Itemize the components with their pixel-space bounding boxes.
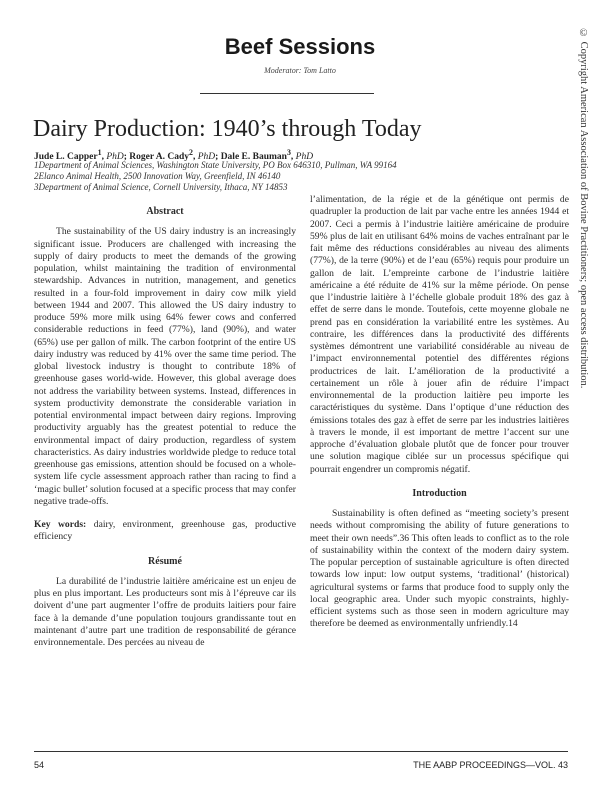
affiliation: 3Department of Animal Science, Cornell University, Ithaca, NY 14853 bbox=[34, 182, 288, 192]
author-list: Jude L. Capper$^1$, PhD; Roger A. Cady$^2$, PhD; Dale E. Bauman$^3$, PhD bbox=[34, 148, 314, 163]
paper-title: Dairy Production: 1940’s through Today bbox=[33, 116, 422, 142]
resume-heading: Résumé bbox=[148, 555, 182, 567]
resume-text-continued: l’alimentation, de la régie et de la génétique ont permis de quadrupler la production de lait par vache entre les années 1944 et 2007. Ceci a permis à l’industrie laitière américaine de produire 59% plus de lait en utilisant 64% moins de vaches entraînant par le fait même des réductions considérables au niveau des aliments (77%), de la terre (90%) et de l’eau (65%) requis pour produire un gallon de lait. L’empreinte carbone de l’industrie laitière américaine a été réduite de 41% sur la même période. On pense que l’industrie laitière à l’échelle globale produit 18% des gaz à effet de serre dans le monde. Toutefois, cette moyenne globale ne prend pas en considération la variabilité entre les systèmes. Au contraire, les différences dans la productivité des différents systèmes démontrent une variabilité considérable au niveau de l’impact environnemental potentiel des différentes régions productrices de lait. L’amélioration de la productivité a certainement un rôle à jouer afin de réduire l’impact environnemental de la production laitière peu importe les caractéristiques du système. Dans l’optique d’une réduction des émissions totales des gaz à effet de serre par les industries laitières à travers le monde, il est important de mettre l’accent sur une approche d’évaluation globale plutôt que de foncer pour trouver une solution magique ciblée sur un processus spécifique qui pourrait engendrer un compromis négatif. bbox=[310, 194, 569, 475]
footer-rule bbox=[34, 751, 568, 752]
left-column bbox=[34, 206, 296, 649]
keywords: Key words: dairy, environment, greenhouse gas, productive efficiency bbox=[34, 519, 296, 543]
journal-footer: THE AABP PROCEEDINGS—VOL. 43 bbox=[413, 760, 568, 770]
author-name: Dale E. Bauman bbox=[220, 152, 287, 163]
page-number: 54 bbox=[34, 760, 45, 770]
resume-text: La durabilité de l’industrie laitière américaine est un enjeu de plus en plus important. Les producteurs sont mis à l’épreuve car ils doivent d’une part augmenter l’offre de produits laitiers pour faire face à la demande d’une population toujours grandissante tout en maintenant d’autre part une tradition de responsabilité de gérance environnementale. Des percées au niveau de bbox=[34, 575, 296, 648]
copyright-notice: © Copyright American Association of Bovine Practitioners; open access distribution. bbox=[578, 28, 589, 389]
abstract-heading: Abstract bbox=[146, 206, 184, 217]
right-column bbox=[310, 194, 569, 631]
header-rule bbox=[200, 93, 374, 94]
introduction-heading: Introduction bbox=[412, 487, 467, 499]
session-title: Beef Sessions bbox=[224, 34, 376, 59]
affiliation: 2Elanco Animal Health, 2500 Innovation Way, Greenfield, IN 46140 bbox=[34, 171, 281, 181]
moderator: Moderator: Tom Latto bbox=[264, 66, 336, 75]
author-name: Roger A. Cady bbox=[129, 152, 190, 163]
introduction-text: Sustainability is often defined as “meeting society’s present needs without compromising the ability of future generations to meet their own needs”.36 This often leads to conflict as to the role of sustainability within the context of the modern dairy system. The popular perception of sustainable agriculture is often directed towards low input: low output systems, ‘traditional’ (historical) agricultural systems or farms that produce food to supply only the local geographic area. Under such myopic constraints, highly-efficient systems such as those seen in modern agriculture may therefore be deemed as environmentally unfriendly.14 bbox=[310, 508, 569, 630]
author-name: Jude L. Capper bbox=[34, 152, 98, 163]
affiliation: 1Department of Animal Sciences, Washington State University, PO Box 646310, Pullman, WA 99164 bbox=[34, 160, 397, 170]
abstract-text: The sustainability of the US dairy industry is an increasingly significant issue. Producers are challenged with increasing the supply of dairy products to meet the demands of the growing population, whilst maintaining the tradition of environmental stewardship. Advances in nutrition, management, and genetics resulted in a four-fold improvement in dairy cow milk yield between 1944 and 2007. This allowed the US dairy industry to produce 59% more milk using 64% fewer cows and conferred considerable reductions in feed (77%), land (90%), and water (65%) use per gallon of milk. The carbon footprint of the entire US dairy industry was reduced by 41% over the same time period. The global livestock industry is thought to contribute 18% of greenhouse gases world-wide. However, this global average does not address the variability between systems. Instead, differences in system productivity demonstrate the considerable variation in potential environmental impact between dairy regions. Improving productivity arguably has the greatest potential to reduce the environmental impact of dairy production, regardless of system characteristics. As dairy industries worldwide pledge to reduce total greenhouse gas emissions, attention should be focused on a whole-system life cycle assessment approach rather than racing to find a ‘magic bullet’ solution focused at a specific process that may confer negative trade-offs. bbox=[34, 226, 296, 507]
